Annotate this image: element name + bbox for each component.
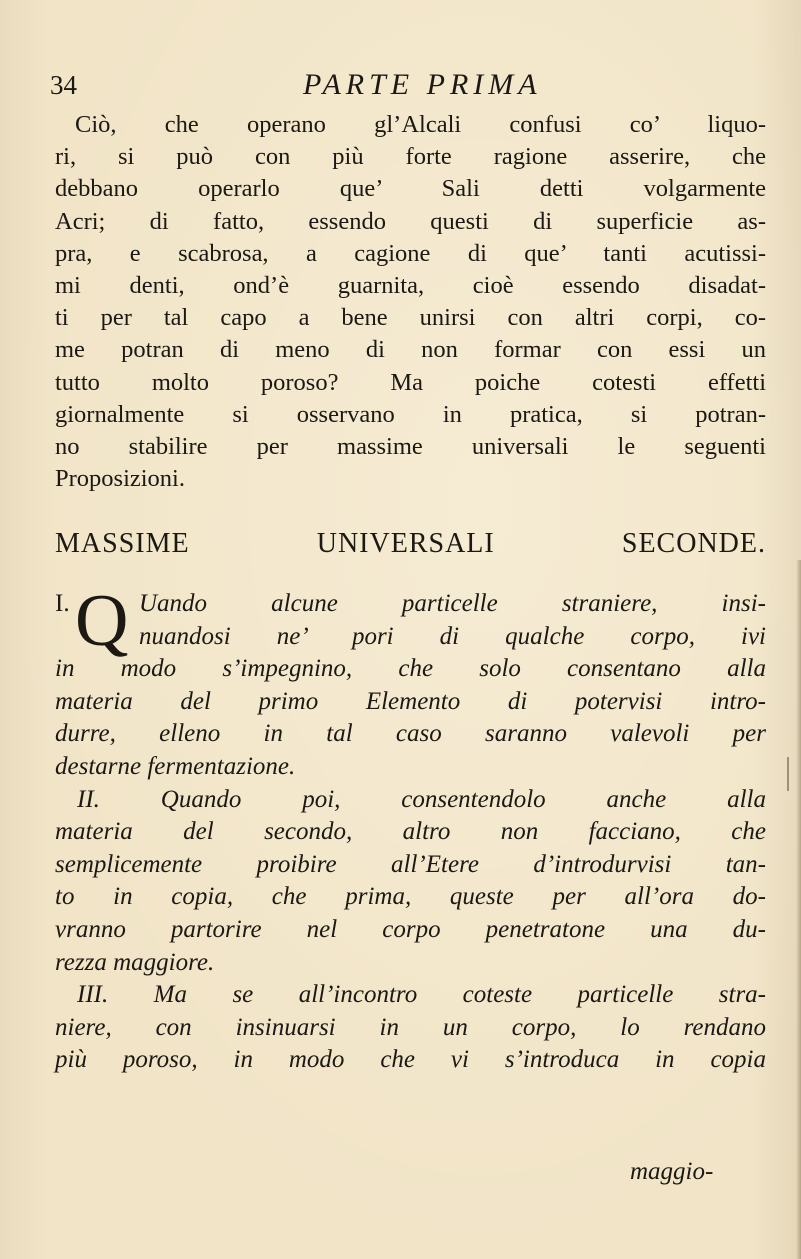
text-line: rezza maggiore.	[55, 948, 215, 976]
text-line: III. Ma se all’incontro coteste particelle stra-	[77, 981, 766, 1009]
text-line: più poroso, in modo che vi s’introduca in copia	[55, 1046, 766, 1074]
text-line: nuandosi ne’ pori di qualche corpo, ivi	[139, 622, 766, 650]
text-line: materia del secondo, altro non facciano, che	[55, 818, 766, 846]
text-line: ri, si può con più forte ragione asserire, che	[55, 143, 766, 171]
text-line: in modo s’impegnino, che solo consentano alla	[55, 655, 766, 683]
margin-mark	[787, 757, 789, 791]
catchword: maggio-	[630, 1158, 714, 1185]
text-line: II. Quando poi, consentendolo anche alla	[77, 785, 766, 813]
text-line: tutto molto poroso? Ma poiche cotesti effetti	[55, 368, 766, 396]
text-line: giornalmente si osservano in pratica, si potran-	[55, 400, 766, 428]
text-line: ti per tal capo a bene unirsi con altri corpi, co-	[55, 304, 766, 332]
paragraph-intro	[55, 109, 766, 495]
text-line: vranno partorire nel corpo penetratone una du-	[55, 915, 766, 943]
text-line: debbano operarlo que’ Sali detti volgarmente	[55, 175, 766, 203]
text-line: destarne fermentazione.	[55, 752, 296, 780]
text-line: no stabilire per massime universali le seguenti	[55, 432, 766, 460]
text-line: mi denti, ond’è guarnita, cioè essendo disadat-	[55, 271, 766, 299]
text-line: materia del primo Elemento di potervisi intro-	[55, 687, 766, 715]
text-line: Uando alcune particelle straniere, insi-	[139, 590, 766, 617]
running-head: PARTE PRIMA	[303, 68, 542, 101]
page-edge-shadow	[796, 560, 801, 1259]
section-heading: MASSIME UNIVERSALI SECONDE.	[55, 528, 766, 559]
text-line: to in copia, che prima, queste per all’ora do-	[55, 883, 766, 911]
text-line: durre, elleno in tal caso saranno valevoli per	[55, 720, 766, 748]
drop-cap: Q	[75, 580, 129, 662]
text-line: Proposizioni.	[55, 465, 185, 493]
text-line: pra, e scabrosa, a cagione di que’ tanti acutissi-	[55, 239, 766, 267]
text-line: niere, con insinuarsi in un corpo, lo rendano	[55, 1013, 766, 1041]
text-line: Acri; di fatto, essendo questi di superficie as-	[55, 207, 766, 235]
text-line: Ciò, che operano gl’Alcali confusi co’ liquo-	[75, 111, 766, 138]
proposition-numeral: I.	[55, 590, 70, 617]
proposition-1-opening	[55, 580, 766, 662]
propositions	[55, 580, 766, 1077]
text-line: semplicemente proibire all’Etere d’introdurvisi tan-	[55, 850, 766, 878]
text-line: me potran di meno di non formar con essi un	[55, 336, 766, 364]
page-number: 34	[50, 70, 77, 100]
page-header	[50, 64, 750, 104]
